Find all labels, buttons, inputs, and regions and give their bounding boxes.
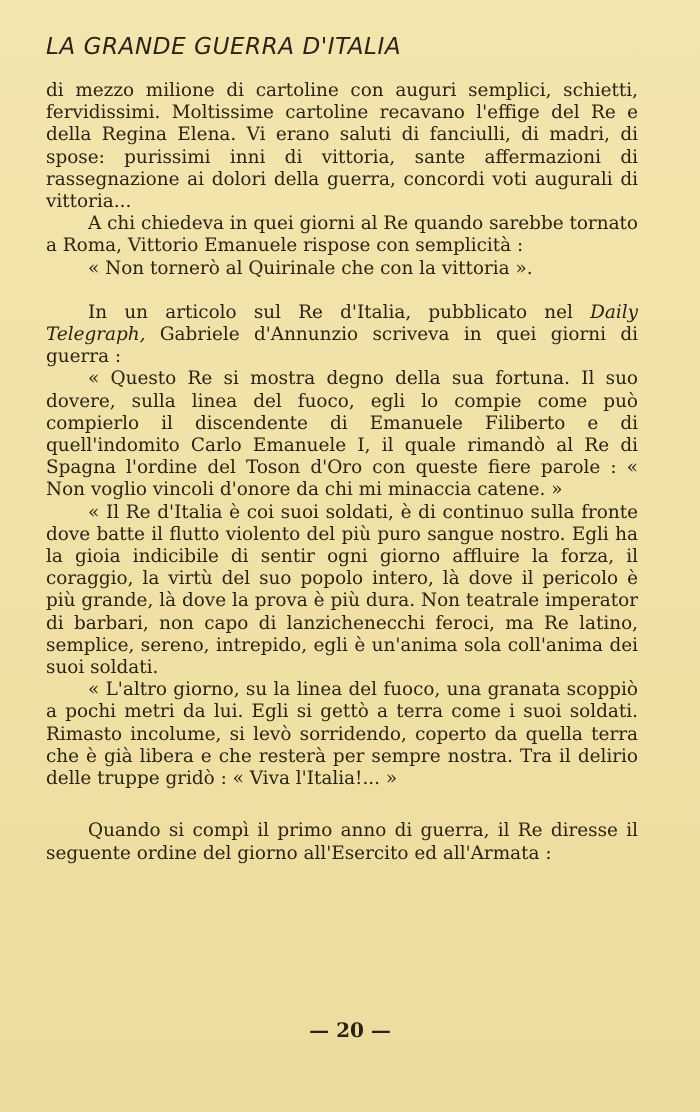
text-segment: Gabriele d'Annunzio scriveva in quei giorni di guerra : (46, 324, 638, 368)
paragraph-quote-1: « Questo Re si mostra degno della sua fortuna. Il suo dovere, sulla linea del fuoco, egli lo compie come può compierlo il discendente di Emanuele Filiberto e di quell'indomito Carlo Emanuele I, il quale rimandò al Re di Spagna l'ordine del Toson d'Oro con queste fiere parole : « Non voglio vincoli d'onore da chi mi minaccia catene. » (46, 368, 638, 501)
text-segment: In un articolo sul Re d'Italia, pubblicato nel (88, 301, 591, 323)
paragraph-quote-2: « Il Re d'Italia è coi suoi soldati, è di continuo sulla fronte dove batte il flutto violento del più puro sangue nostro. Egli ha la gioia indicibile di sentir ogni giorno affluire la forza, il coraggio, la virtù del suo popolo intero, là dove il pericolo è più grande, là dove la prova è più dura. Non teatrale imperator di barbari, non capo di lanzichenecchi feroci, ma Re latino, semplice, sereno, intrepido, egli è un'anima sola coll'anima dei suoi soldati. (46, 501, 638, 679)
running-title: LA GRANDE GUERRA D'ITALIA (46, 34, 402, 60)
paragraph-postcards: di mezzo milione di cartoline con auguri semplici, schietti, fervidissimi. Moltissime cartoline recavano l'effige del Re e della Regina Elena. Vi erano saluti di fanciulli, di madri, di spose: purissimi inni di vittoria, sante affermazioni di rassegnazione ai dolori della guerra, concordi voti augurali di vittoria... (46, 80, 638, 213)
paragraph-quote-3: « L'altro giorno, su la linea del fuoco, una granata scoppiò a pochi metri da lui. Egli si gettò a terra come i suoi soldati. Rimasto incolume, si levò sorridendo, coperto da quella terra che è già libera e che resterà per sempre nostra. Tra il delirio delle truppe gridò : « Viva l'Italia!... » (46, 679, 638, 790)
body-text (46, 80, 638, 865)
paragraph-return-question: A chi chiedeva in quei giorni al Re quando sarebbe tornato a Roma, Vittorio Emanuele rispose con semplicità : (46, 213, 638, 257)
paragraph-dannunzio-intro (46, 302, 638, 369)
page-number: — 20 — (309, 1018, 391, 1042)
paragraph-order-of-day: Quando si compì il primo anno di guerra, il Re diresse il seguente ordine del giorno all'Esercito ed all'Armata : (46, 820, 638, 864)
newspaper-title: Daily Telegraph, (46, 301, 638, 346)
paragraph-king-reply: « Non tornerò al Quirinale che con la vittoria ». (88, 257, 533, 279)
